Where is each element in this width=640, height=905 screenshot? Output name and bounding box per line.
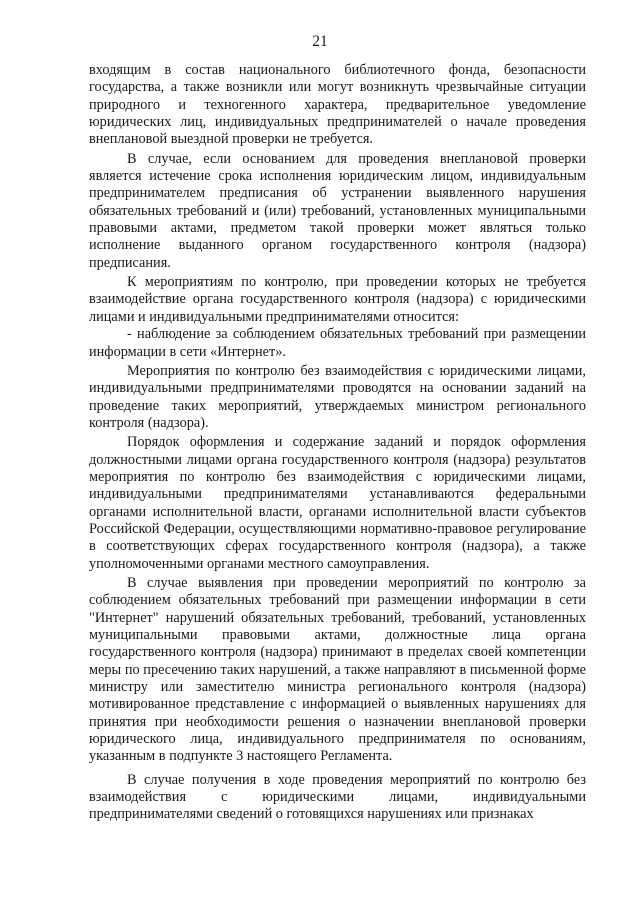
- paragraph-violations-detected: В случае выявления при проведении мероприятий по контролю за соблюдением обязательных требований при размещении информации в сети "Интернет" нарушений обязательных требований, требований, установленных муниципальными правовыми актами, должностные лица органа государственного контроля (надзора) принимают в пределах своей компетенции меры по пресечению таких нарушений, а также направляют в письменной форме министру или заместителю министра регионального контроля (надзора) мотивированное представление с информацией о выявленных нарушениях для принятия при необходимости решения о назначении внеплановой проверки юридического лица, индивидуального предпринимателя по основаниям, указанным в подпункте 3 настоящего Регламента.: [89, 574, 586, 765]
- list-item-internet-monitoring: - наблюдение за соблюдением обязательных требований при размещении информации в сети «Интернет».: [89, 326, 586, 360]
- paragraph-unscheduled-inspection-basis: В случае, если основанием для проведения внеплановой проверки является истечение срока исполнения юридическим лицом, индивидуальным предпринимателем предписания об устранении выявленного нарушения обязательных требований и (или) требований, установленных муниципальными правовыми актами, предметом такой проверки может являться только исполнение выданного органом государственного контроля (надзора) предписания.: [89, 150, 586, 271]
- paragraph-continuation: входящим в состав национального библиотечного фонда, безопасности государства, а также возникли или могут возникнуть чрезвычайные ситуации природного и техногенного характера, предварительное уведомление юридических лиц, индивидуальных предпринимателей о начале проведения внеплановой выездной проверки не требуется.: [89, 62, 586, 148]
- paragraph-information-received: В случае получения в ходе проведения мероприятий по контролю без взаимодействия с юридическими лицами, индивидуальными предпринимателями сведений о готовящихся нарушениях или признаках: [89, 771, 586, 823]
- paragraph-control-measures-tasks: Мероприятия по контролю без взаимодействия с юридическими лицами, индивидуальными предпринимателями проводятся на основании заданий на проведение таких мероприятий, утверждаемых министром регионального контроля (надзора).: [89, 362, 586, 431]
- document-body: [89, 62, 586, 824]
- page-number: 21: [312, 33, 328, 50]
- paragraph-task-procedure: Порядок оформления и содержание заданий и порядок оформления должностными лицами органа государственного контроля (надзора) результатов мероприятия по контролю без взаимодействия с юридическими лицами, индивидуальными предпринимателями устанавливаются федеральными органами исполнительной власти, органами исполнительной власти субъектов Российской Федерации, осуществляющими нормативно-правовое регулирование в соответствующих сферах государственного контроля (надзора), а также уполномоченными органами местного самоуправления.: [89, 434, 586, 572]
- paragraph-control-measures-intro: К мероприятиям по контролю, при проведении которых не требуется взаимодействие органа государственного контроля (надзора) с юридическими лицами и индивидуальными предпринимателями относится:: [89, 274, 586, 325]
